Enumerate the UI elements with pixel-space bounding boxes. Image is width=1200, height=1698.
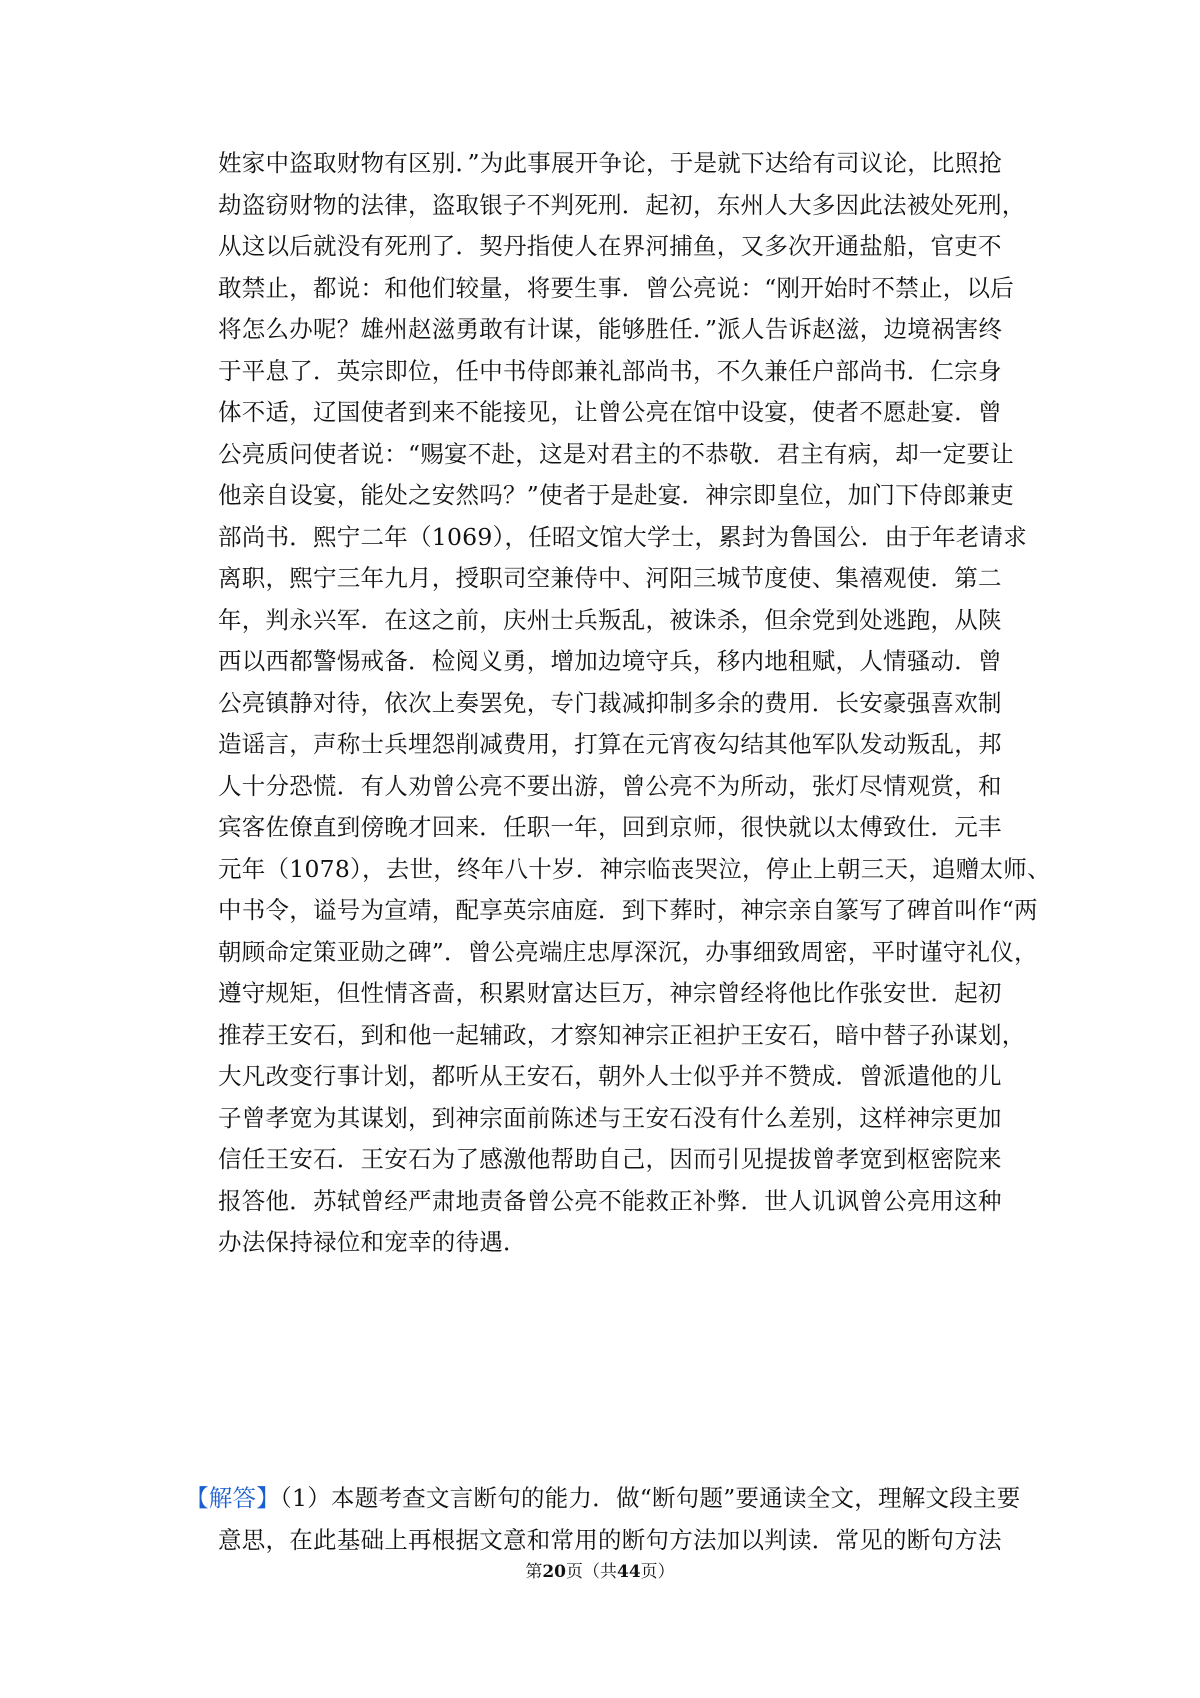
answer-first-line-text: （1）本题考查文言断句的能力．做“断句题”要通读全文，理解文段主要 [280,1484,1021,1512]
footer-page-number: 20 [542,1562,566,1582]
answer-section [185,1478,1025,1561]
answer-text-line: 意思，在此基础上再根据文意和常用的断句方法加以判读．常见的断句方法 [218,1525,1002,1554]
text-line: 朝顾命定策亚勋之碑”．曾公亮端庄忠厚深沉，办事细致周密，平时谨守礼仪， [218,937,1038,966]
text-line: 推荐王安石，到和他一起辅政，才察知神宗正袒护王安石，暗中替子孙谋划， [218,1020,1026,1049]
text-line: 他亲自设宴，能处之安然吗？”使者于是赴宴．神宗即皇位，加门下侍郎兼吏 [218,481,1015,509]
text-line: 离职，熙宁三年九月，授职司空兼侍中、河阳三城节度使、集禧观使．第二 [218,564,1002,592]
footer-prefix: 第 [525,1562,543,1582]
text-line: 公亮质问使者说：“赐宴不赴，这是对君主的不恭敬．君主有病，却一定要让 [218,439,1015,468]
text-line: 造谣言，声称士兵埋怨削减费用，打算在元宵夜勾结其他军队发动叛乱，邦 [218,730,1002,758]
footer-total-pages: 44 [617,1562,641,1582]
text-line: 报答他．苏轼曾经严肃地责备曾公亮不能救正补弊．世人讥讽曾公亮用这种 [218,1186,1002,1215]
text-line: 从这以后就没有死刑了．契丹指使人在界河捕鱼，又多次开通盐船，官吏不 [218,232,1002,260]
text-line: 人十分恐慌．有人劝曾公亮不要出游，曾公亮不为所动，张灯尽情观赏，和 [218,771,1002,800]
text-line: 大凡改变行事计划，都听从王安石，朝外人士似乎并不赞成．曾派遣他的儿 [218,1062,1002,1090]
text-line: 将怎么办呢？雄州赵滋勇敢有计谋，能够胜任．”派人告诉赵滋，边境祸害终 [218,315,1003,343]
text-line: 劫盗窃财物的法律，盗取银子不判死刑．起初，东州人大多因此法被处死刑， [218,190,1026,219]
text-line: 遵守规矩，但性情吝啬，积累财富达巨万，神宗曾经将他比作张安世．起初 [218,979,1002,1007]
text-line: 办法保持禄位和宠幸的待遇． [218,1228,527,1256]
text-line: 西以西都警惕戒备．检阅义勇，增加边境守兵，移内地租赋，人情骚动．曾 [218,647,1002,675]
text-line: 中书令，谥号为宣靖，配享英宗庙庭．到下葬时，神宗亲自篆写了碑首叫作“两 [218,896,1038,924]
text-line: 年，判永兴军．在这之前，庆州士兵叛乱，被诛杀，但余党到处逃跑，从陕 [218,605,1002,634]
text-line: 公亮镇静对待，依次上奏罢免，专门裁减抑制多余的费用．长安豪强喜欢制 [218,688,1002,717]
text-line: 信任王安石．王安石为了感激他帮助自己，因而引见提拔曾孝宽到枢密院来 [218,1145,1002,1173]
text-line: 子曾孝宽为其谋划，到神宗面前陈述与王安石没有什么差别，这样神宗更加 [218,1103,1002,1132]
page-footer [0,1560,1200,1584]
text-line: 姓家中盗取财物有区别．”为此事展开争论，于是就下达给有司议论，比照抢 [218,149,1003,177]
answer-lines [185,1520,1025,1562]
footer-suffix: 页） [640,1562,675,1582]
text-line: 敢禁止，都说：和他们较量，将要生事．曾公亮说：“刚开始时不禁止，以后 [218,273,1015,302]
text-line: 体不适，辽国使者到来不能接见，让曾公亮在馆中设宴，使者不愿赴宴．曾 [218,398,1002,426]
text-line: 于平息了．英宗即位，任中书侍郎兼礼部尚书，不久兼任户部尚书．仁宗身 [218,356,1002,385]
answer-label: 【解答】 [185,1484,280,1512]
footer-middle: 页（共 [566,1562,617,1582]
text-line: 宾客佐僚直到傍晚才回来．任职一年，回到京师，很快就以太傅致仕．元丰 [218,813,1002,841]
text-line: 元年（1078），去世，终年八十岁．神宗临丧哭泣，停止上朝三天，追赠太师、 [218,854,1051,883]
text-line: 部尚书．熙宁二年（1069），任昭文馆大学士，累封为鲁国公．由于年老请求 [218,522,1028,551]
answer-first-line [185,1478,1025,1520]
body-text [218,143,1051,1264]
